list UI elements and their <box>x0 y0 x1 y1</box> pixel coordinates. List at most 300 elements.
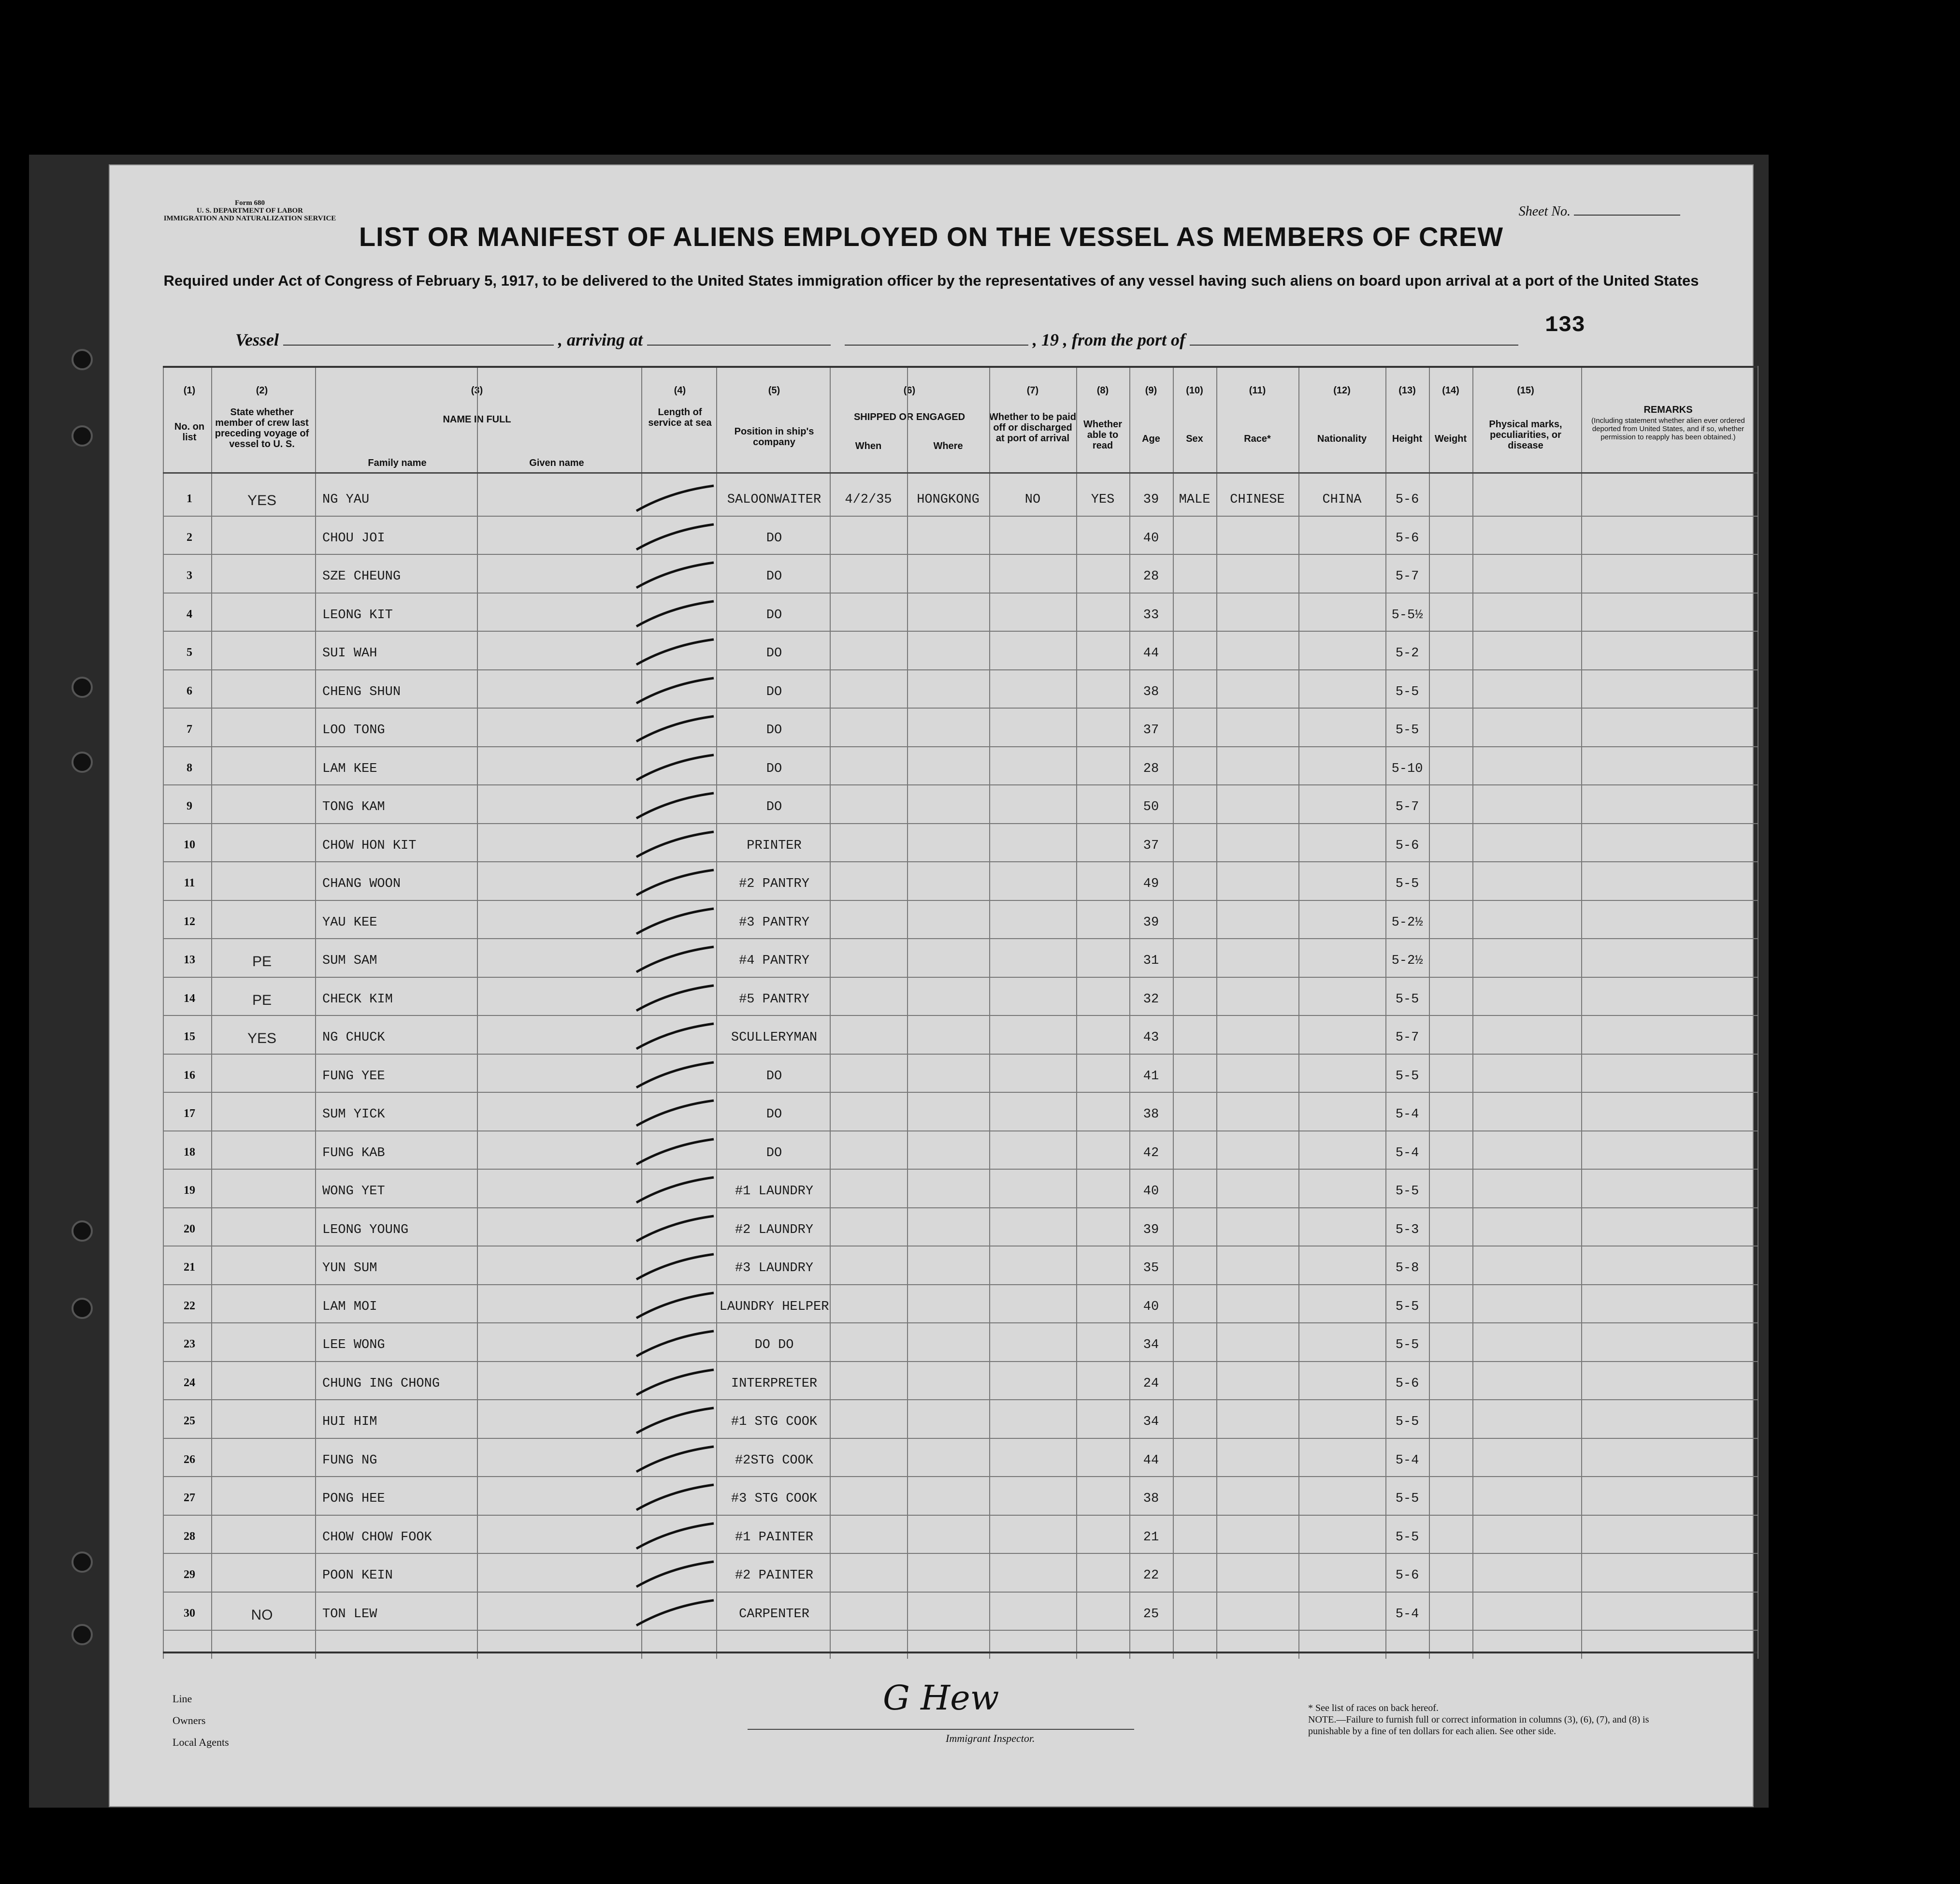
row-position: DO <box>766 800 782 814</box>
row-family-name: YUN SUM <box>322 1261 377 1275</box>
col-number-9: (9) <box>1145 385 1157 396</box>
row-family-name: LOO TONG <box>322 723 385 738</box>
row-age: 28 <box>1143 761 1159 776</box>
row-age: 31 <box>1143 954 1159 968</box>
binder-hole <box>72 1298 93 1319</box>
row-age: 40 <box>1143 1184 1159 1199</box>
pen-stroke <box>632 1289 719 1323</box>
binder-hole <box>72 425 93 447</box>
row-position: DO <box>766 684 782 699</box>
row-age: 28 <box>1143 569 1159 584</box>
header-height: Height <box>1392 434 1423 444</box>
row-number: 23 <box>184 1338 195 1350</box>
pen-stroke <box>632 1481 719 1515</box>
pen-stroke <box>632 1366 719 1400</box>
row-race: CHINESE <box>1230 493 1285 507</box>
header-shipped: SHIPPED OR ENGAGED <box>853 412 966 422</box>
row-position: DO <box>766 723 782 738</box>
row-age: 34 <box>1143 1415 1159 1429</box>
row-number: 27 <box>184 1492 195 1504</box>
row-height: 5-5 <box>1395 1530 1419 1545</box>
row-age: 38 <box>1143 684 1159 699</box>
binder-hole <box>72 1551 93 1573</box>
row-position: CARPENTER <box>739 1607 809 1622</box>
header-where: Where <box>933 441 963 451</box>
pen-stroke <box>632 1250 719 1284</box>
arriving-label: , arriving at <box>558 330 643 349</box>
row-family-name: NG YAU <box>322 493 370 507</box>
binder-hole <box>72 677 93 698</box>
row-height: 5-3 <box>1395 1222 1419 1237</box>
row-rule <box>163 631 1758 632</box>
row-family-name: CHUNG ING CHONG <box>322 1376 440 1391</box>
row-family-name: SUI WAH <box>322 646 377 661</box>
row-position: #3 STG COOK <box>731 1492 818 1506</box>
row-paid-off: NO <box>1024 493 1041 507</box>
line-label: Line <box>173 1693 192 1705</box>
header-position: Position in ship's company <box>734 426 814 448</box>
row-number: 8 <box>187 761 192 774</box>
row-age: 43 <box>1143 1030 1159 1045</box>
header-given-name: Given name <box>529 458 584 468</box>
pen-stroke <box>632 1174 719 1207</box>
department-name: U. S. DEPARTMENT OF LABOR <box>196 207 303 215</box>
row-rule <box>163 1476 1758 1477</box>
header-race: Race* <box>1244 434 1271 444</box>
row-number: 30 <box>184 1607 195 1620</box>
header-sex: Sex <box>1186 434 1203 444</box>
row-rule <box>163 746 1758 747</box>
pen-stroke <box>632 828 719 862</box>
row-position: #2 PAINTER <box>735 1568 814 1583</box>
document-title: LIST OR MANIFEST OF ALIENS EMPLOYED ON THE VESSEL AS MEMBERS OF CREW <box>359 221 1504 252</box>
binder-hole <box>72 1220 93 1242</box>
sheet-number-label: Sheet No. <box>1518 204 1571 219</box>
row-number: 17 <box>184 1107 195 1120</box>
row-age: 41 <box>1143 1069 1159 1084</box>
header-paid-off: Whether to be paid off or discharged at port of arrival <box>989 412 1076 444</box>
row-age: 49 <box>1143 877 1159 891</box>
row-height: 5-6 <box>1395 838 1419 853</box>
table-bottom-rule <box>163 1652 1758 1653</box>
binder-hole <box>72 1624 93 1645</box>
row-rule <box>163 1092 1758 1093</box>
row-height: 5-7 <box>1395 1030 1419 1045</box>
penalty-note: NOTE.—Failure to furnish full or correct information in columns (3), (6), (7), and (8) is punishable by a fine of ten dollars for each alien. See other side. <box>1308 1714 1649 1737</box>
row-height: 5-6 <box>1395 531 1419 546</box>
column-rule <box>211 366 212 1659</box>
row-position: #2 PANTRY <box>739 877 809 891</box>
column-rule <box>1076 366 1077 1659</box>
row-family-name: SUM SAM <box>322 954 377 968</box>
row-family-name: CHOW CHOW FOOK <box>322 1530 432 1545</box>
row-family-name: LEONG KIT <box>322 608 393 623</box>
table-top-rule <box>163 366 1758 368</box>
row-age: 40 <box>1143 1299 1159 1314</box>
row-height: 5-6 <box>1395 1376 1419 1391</box>
row-number: 9 <box>187 800 192 812</box>
pen-stroke <box>632 1327 719 1361</box>
header-able-read: Whether able to read <box>1083 419 1122 451</box>
row-height: 5-4 <box>1395 1145 1419 1160</box>
footer-note <box>1308 1702 1656 1737</box>
row-number: 19 <box>184 1184 195 1197</box>
pen-stroke <box>632 1020 719 1054</box>
header-when: When <box>855 441 882 451</box>
pen-stroke <box>632 789 719 823</box>
row-age: 38 <box>1143 1492 1159 1506</box>
manifest-sheet <box>109 164 1754 1807</box>
header-state-whether: State whether member of crew last preceding voyage of vessel to U. S. <box>215 407 309 449</box>
row-number: 21 <box>184 1261 195 1274</box>
header-age: Age <box>1142 434 1160 444</box>
row-height: 5-7 <box>1395 569 1419 584</box>
row-height: 5-10 <box>1391 761 1423 776</box>
row-family-name: YAU KEE <box>322 915 377 930</box>
row-height: 5-5 <box>1395 1492 1419 1506</box>
col-number-13: (13) <box>1398 385 1416 396</box>
row-height: 5-5 <box>1395 684 1419 699</box>
row-height: 5-5 <box>1395 1069 1419 1084</box>
race-note: * See list of races on back hereof. <box>1308 1703 1439 1713</box>
row-height: 5-8 <box>1395 1261 1419 1275</box>
row-height: 5-4 <box>1395 1453 1419 1468</box>
pen-stroke <box>632 982 719 1015</box>
row-family-name: TONG KAM <box>322 800 385 814</box>
col-number-3: (3) <box>471 385 483 396</box>
row-position: #4 PANTRY <box>739 954 809 968</box>
col-number-11: (11) <box>1249 385 1266 396</box>
pen-stroke <box>632 1596 719 1630</box>
column-rule <box>1429 366 1430 1659</box>
row-age: 44 <box>1143 1453 1159 1468</box>
arriving-blank <box>647 332 831 346</box>
row-rule <box>163 938 1758 939</box>
col-number-5: (5) <box>768 385 780 396</box>
row-position: DO <box>766 569 782 584</box>
row-number: 4 <box>187 608 192 621</box>
header-bottom-rule <box>163 472 1758 474</box>
row-height: 5-6 <box>1395 1568 1419 1583</box>
row-number: 22 <box>184 1299 195 1312</box>
manifest-table <box>163 366 1758 1659</box>
pen-stroke <box>632 636 719 669</box>
row-rule <box>163 1015 1758 1016</box>
row-family-name: PONG HEE <box>322 1492 385 1506</box>
row-number: 14 <box>184 992 195 1005</box>
row-position: #1 LAUNDRY <box>735 1184 814 1199</box>
row-rule <box>163 823 1758 824</box>
form-number: Form 680 <box>234 199 265 207</box>
column-rule <box>907 366 908 1659</box>
pen-stroke <box>632 674 719 708</box>
row-family-name: FUNG NG <box>322 1453 377 1468</box>
row-age: 37 <box>1143 723 1159 738</box>
column-rule <box>989 366 990 1659</box>
row-state: NO <box>251 1607 273 1623</box>
vessel-line <box>235 330 1518 350</box>
row-number: 6 <box>187 684 192 697</box>
row-number: 20 <box>184 1222 195 1235</box>
row-number: 16 <box>184 1069 195 1082</box>
col-number-1: (1) <box>183 385 196 396</box>
row-number: 18 <box>184 1145 195 1159</box>
row-state: PE <box>252 954 272 970</box>
row-rule <box>163 1284 1758 1285</box>
row-rule <box>163 1630 1758 1631</box>
inspector-signature: G Hew <box>883 1678 999 1718</box>
row-number: 7 <box>187 723 192 736</box>
binder-hole <box>72 349 93 370</box>
header-remarks-note: (Including statement whether alien ever ordered deported from United States, and if so, whether permission to reapply has been obtained.) <box>1591 417 1745 441</box>
header-name-in-full: NAME IN FULL <box>443 414 511 425</box>
port-blank <box>1190 332 1518 346</box>
row-age: 21 <box>1143 1530 1159 1545</box>
row-rule <box>163 861 1758 862</box>
row-age: 39 <box>1143 915 1159 930</box>
form-identifier <box>163 199 337 222</box>
column-rule <box>1472 366 1473 1659</box>
row-height: 5-5 <box>1395 1415 1419 1429</box>
row-height: 5-5 <box>1395 1338 1419 1352</box>
row-number: 13 <box>184 954 195 966</box>
row-rule <box>163 593 1758 594</box>
row-height: 5-5½ <box>1391 608 1423 623</box>
row-rule <box>163 900 1758 901</box>
row-family-name: NG CHUCK <box>322 1030 385 1045</box>
row-position: DO <box>766 531 782 546</box>
row-position: #3 PANTRY <box>739 915 809 930</box>
row-rule <box>163 1399 1758 1400</box>
row-family-name: SZE CHEUNG <box>322 569 401 584</box>
row-state: YES <box>247 1030 277 1046</box>
row-family-name: CHANG WOON <box>322 877 401 891</box>
row-rule <box>163 1361 1758 1362</box>
row-age: 37 <box>1143 838 1159 853</box>
row-age: 40 <box>1143 531 1159 546</box>
row-rule <box>163 669 1758 670</box>
row-family-name: TON LEW <box>322 1607 377 1622</box>
row-position: DO <box>766 608 782 623</box>
row-position: DO <box>766 1069 782 1084</box>
pen-stroke <box>632 1135 719 1169</box>
row-age: 42 <box>1143 1145 1159 1160</box>
row-age: 32 <box>1143 992 1159 1007</box>
row-position: PRINTER <box>747 838 802 853</box>
row-position: DO <box>766 646 782 661</box>
row-height: 5-4 <box>1395 1607 1419 1622</box>
vessel-label: Vessel <box>235 330 279 349</box>
row-age: 39 <box>1143 493 1159 507</box>
row-family-name: LAM KEE <box>322 761 377 776</box>
year-label: , 19 <box>1033 330 1059 349</box>
pen-stroke <box>632 751 719 785</box>
row-nationality: CHINA <box>1322 493 1362 507</box>
row-position: DO <box>766 1145 782 1160</box>
row-age: 35 <box>1143 1261 1159 1275</box>
vessel-blank <box>283 332 554 346</box>
inspector-label: Immigrant Inspector. <box>946 1732 1035 1744</box>
column-rule <box>1298 366 1299 1659</box>
row-rule <box>163 1207 1758 1208</box>
pen-stroke <box>632 482 719 516</box>
row-number: 12 <box>184 915 195 928</box>
row-number: 26 <box>184 1453 195 1466</box>
row-number: 28 <box>184 1530 195 1543</box>
row-height: 5-2½ <box>1391 954 1423 968</box>
row-rule <box>163 554 1758 555</box>
row-number: 25 <box>184 1415 195 1427</box>
binder-hole <box>72 752 93 773</box>
row-rule <box>163 977 1758 978</box>
row-family-name: WONG YET <box>322 1184 385 1199</box>
col-number-6: (6) <box>903 385 916 396</box>
document-subtitle: Required under Act of Congress of February 5, 1917, to be delivered to the United States immigration officer by the representatives of any vessel having such aliens on board upon arrival at a port of the United States <box>163 272 1699 289</box>
row-rule <box>163 1553 1758 1554</box>
row-rule <box>163 1515 1758 1516</box>
header-family-name: Family name <box>368 458 427 468</box>
row-number: 15 <box>184 1030 195 1043</box>
row-rule <box>163 1592 1758 1593</box>
row-number: 2 <box>187 531 192 544</box>
row-height: 5-5 <box>1395 1184 1419 1199</box>
row-family-name: SUM YICK <box>322 1107 385 1122</box>
row-family-name: FUNG YEE <box>322 1069 385 1084</box>
row-number: 1 <box>187 493 192 505</box>
row-rule <box>163 1169 1758 1170</box>
row-family-name: CHOW HON KIT <box>322 838 417 853</box>
row-rule <box>163 1054 1758 1055</box>
pen-stroke <box>632 1212 719 1246</box>
row-age: 24 <box>1143 1376 1159 1391</box>
row-height: 5-5 <box>1395 992 1419 1007</box>
row-height: 5-5 <box>1395 723 1419 738</box>
column-rule <box>315 366 316 1659</box>
row-number: 5 <box>187 646 192 659</box>
header-physical: Physical marks, peculiarities, or disease <box>1489 419 1562 451</box>
row-when: 4/2/35 <box>845 493 892 507</box>
col-number-10: (10) <box>1186 385 1203 396</box>
row-position: #2 LAUNDRY <box>735 1222 814 1237</box>
pen-stroke <box>632 905 719 939</box>
row-family-name: LAM MOI <box>322 1299 377 1314</box>
row-number: 10 <box>184 838 195 851</box>
row-rule <box>163 516 1758 517</box>
row-able-read: YES <box>1091 493 1115 507</box>
column-rule <box>830 366 831 1659</box>
col-number-2: (2) <box>256 385 268 396</box>
pen-stroke <box>632 1097 719 1130</box>
row-position: INTERPRETER <box>731 1376 818 1391</box>
row-number: 29 <box>184 1568 195 1581</box>
row-age: 50 <box>1143 800 1159 814</box>
row-position: SALOONWAITER <box>727 493 821 507</box>
row-rule <box>163 708 1758 709</box>
col-number-15: (15) <box>1517 385 1534 396</box>
pen-stroke <box>632 559 719 593</box>
row-family-name: FUNG KAB <box>322 1145 385 1160</box>
row-rule <box>163 1130 1758 1131</box>
row-age: 39 <box>1143 1222 1159 1237</box>
row-height: 5-7 <box>1395 800 1419 814</box>
row-height: 5-6 <box>1395 493 1419 507</box>
from-port-label: , from the port of <box>1063 330 1186 349</box>
row-position: #2STG COOK <box>735 1453 814 1468</box>
header-length-service: Length of service at sea <box>648 407 712 428</box>
pen-stroke <box>632 1520 719 1553</box>
row-rule <box>163 784 1758 785</box>
pen-stroke <box>632 521 719 554</box>
pen-stroke <box>632 866 719 900</box>
agents-label: Local Agents <box>173 1736 229 1748</box>
row-family-name: LEONG YOUNG <box>322 1222 409 1237</box>
row-age: 38 <box>1143 1107 1159 1122</box>
row-number: 11 <box>184 877 195 889</box>
row-height: 5-5 <box>1395 1299 1419 1314</box>
pen-stroke <box>632 943 719 977</box>
pen-stroke <box>632 1058 719 1092</box>
col-number-4: (4) <box>674 385 686 396</box>
service-name: IMMIGRATION AND NATURALIZATION SERVICE <box>163 215 336 222</box>
col-number-14: (14) <box>1442 385 1459 396</box>
signature-line <box>748 1729 1134 1730</box>
row-height: 5-4 <box>1395 1107 1419 1122</box>
row-family-name: CHOU JOI <box>322 531 385 546</box>
header-no-on-list: No. on list <box>174 421 205 443</box>
row-position: #3 LAUNDRY <box>735 1261 814 1275</box>
row-state: PE <box>252 992 272 1008</box>
pen-stroke <box>632 597 719 631</box>
row-family-name: HUI HIM <box>322 1415 377 1429</box>
pen-stroke <box>632 1558 719 1592</box>
date-blank <box>845 332 1028 346</box>
row-position: DO <box>766 761 782 776</box>
row-number: 3 <box>187 569 192 582</box>
pen-stroke <box>632 1404 719 1438</box>
row-sex: MALE <box>1179 493 1211 507</box>
row-position: DO DO <box>754 1338 794 1352</box>
header-weight: Weight <box>1434 434 1467 444</box>
row-age: 25 <box>1143 1607 1159 1622</box>
row-position: SCULLERYMAN <box>731 1030 818 1045</box>
row-height: 5-2 <box>1395 646 1419 661</box>
row-position: #1 STG COOK <box>731 1415 818 1429</box>
row-age: 33 <box>1143 608 1159 623</box>
pen-stroke <box>632 1443 719 1477</box>
row-state: YES <box>247 493 277 508</box>
row-height: 5-2½ <box>1391 915 1423 930</box>
row-number: 24 <box>184 1376 195 1389</box>
row-where: HONGKONG <box>917 493 980 507</box>
stamp-number: 133 <box>1545 313 1585 338</box>
row-position: DO <box>766 1107 782 1122</box>
row-family-name: LEE WONG <box>322 1338 385 1352</box>
row-age: 22 <box>1143 1568 1159 1583</box>
owners-label: Owners <box>173 1714 206 1726</box>
sheet-number <box>1519 204 1680 219</box>
col-number-7: (7) <box>1026 385 1039 396</box>
row-rule <box>163 1438 1758 1439</box>
column-rule <box>1581 366 1582 1659</box>
row-position: #5 PANTRY <box>739 992 809 1007</box>
row-family-name: CHENG SHUN <box>322 684 401 699</box>
header-remarks: REMARKS <box>1643 405 1693 415</box>
pen-stroke <box>632 712 719 746</box>
row-family-name: POON KEIN <box>322 1568 393 1583</box>
col-number-12: (12) <box>1333 385 1351 396</box>
col-number-8: (8) <box>1096 385 1109 396</box>
row-position: #1 PAINTER <box>735 1530 814 1545</box>
